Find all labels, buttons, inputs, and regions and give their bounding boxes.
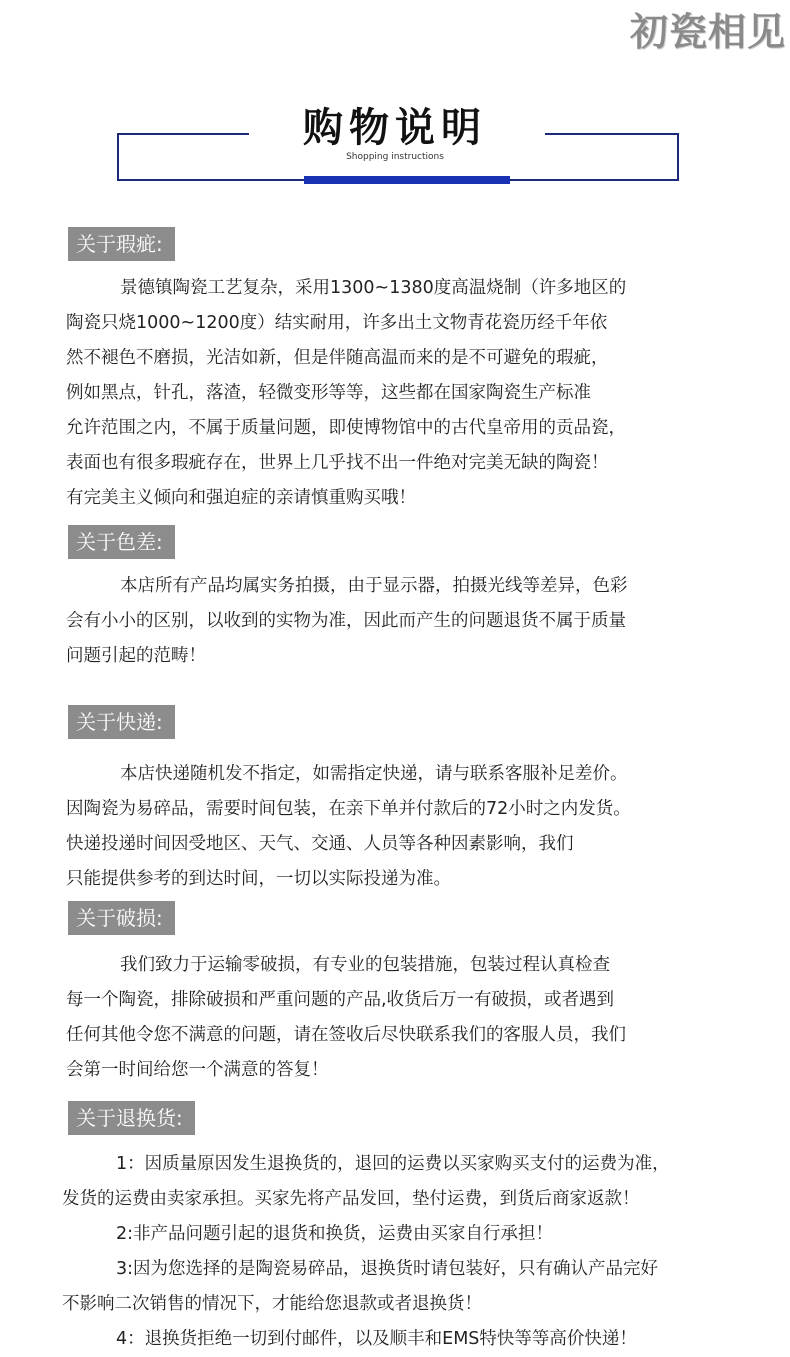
paragraph-line: 任何其他令您不满意的问题，请在签收后尽快联系我们的客服人员，我们 xyxy=(66,1025,626,1045)
paragraph-line: 会第一时间给您一个满意的答复！ xyxy=(66,1060,329,1080)
paragraph-line: 问题引起的范畴！ xyxy=(66,646,206,666)
paragraph-line: 不影响二次销售的情况下，才能给您退款或者退换货！ xyxy=(62,1294,482,1314)
title-accent-bar xyxy=(304,176,510,184)
paragraph-line: 每一个陶瓷，排除破损和严重问题的产品,收货后万一有破损，或者遇到 xyxy=(66,990,615,1010)
paragraph-line: 发货的运费由卖家承担。买家先将产品发回，垫付运费，到货后商家返款！ xyxy=(62,1189,640,1209)
section-body-color-difference xyxy=(66,569,766,674)
paragraph-line: 1：因质量原因发生退换货的，退回的运费以买家购买支付的运费为准， xyxy=(116,1154,670,1174)
paragraph-line: 只能提供参考的到达时间，一切以实际投递为准。 xyxy=(66,869,451,889)
paragraph-line: 例如黑点，针孔，落渣，轻微变形等等，这些都在国家陶瓷生产标准 xyxy=(66,383,591,403)
section-body-damage xyxy=(66,948,766,1088)
paragraph-line: 快递投递时间因受地区、天气、交通、人员等各种因素影响，我们 xyxy=(66,834,574,854)
section-body-defects xyxy=(66,271,766,516)
section-label-damage: 关于破损: xyxy=(68,901,175,935)
section-label-color-difference: 关于色差: xyxy=(68,525,175,559)
section-label-shipping: 关于快递: xyxy=(68,705,175,739)
page-title: 购物说明 xyxy=(303,104,487,151)
paragraph-line: 陶瓷只烧1000~1200度）结实耐用，许多出土文物青花瓷历经千年依 xyxy=(66,313,608,333)
paragraph-line: 4：退换货拒绝一切到付邮件，以及顺丰和EMS特快等等高价快递！ xyxy=(116,1329,637,1349)
section-label-defects: 关于瑕疵: xyxy=(68,227,175,261)
paragraph-line: 表面也有很多瑕疵存在，世界上几乎找不出一件绝对完美无缺的陶瓷！ xyxy=(66,453,609,473)
paragraph-line: 然不褪色不磨损，光洁如新，但是伴随高温而来的是不可避免的瑕疵， xyxy=(66,348,609,368)
paragraph-line: 允许范围之内，不属于质量问题，即使博物馆中的古代皇帝用的贡品瓷， xyxy=(66,418,626,438)
section-body-shipping xyxy=(66,757,766,897)
paragraph-line: 2:非产品问题引起的退货和换货，运费由买家自行承担！ xyxy=(116,1224,554,1244)
paragraph-line: 景德镇陶瓷工艺复杂，采用1300~1380度高温烧制（许多地区的 xyxy=(120,278,627,298)
page-subtitle: Shopping instructions xyxy=(346,152,444,162)
paragraph-line: 会有小小的区别，以收到的实物为准，因此而产生的问题退货不属于质量 xyxy=(66,611,626,631)
section-label-returns: 关于退换货: xyxy=(68,1101,195,1135)
paragraph-line: 我们致力于运输零破损，有专业的包装措施，包装过程认真检查 xyxy=(120,955,610,975)
paragraph-line: 因陶瓷为易碎品，需要时间包装，在亲下单并付款后的72小时之内发货。 xyxy=(66,799,631,819)
paragraph-line: 3:因为您选择的是陶瓷易碎品，退换货时请包装好，只有确认产品完好 xyxy=(116,1259,659,1279)
paragraph-line: 有完美主义倾向和强迫症的亲请慎重购买哦！ xyxy=(66,488,416,508)
paragraph-line: 本店所有产品均属实务拍摄，由于显示器，拍摄光线等差异，色彩 xyxy=(120,576,628,596)
section-body-returns xyxy=(62,1147,762,1357)
paragraph-line: 本店快递随机发不指定，如需指定快递，请与联系客服补足差价。 xyxy=(120,764,628,784)
watermark-logo-text: 初瓷相见 xyxy=(629,10,786,54)
